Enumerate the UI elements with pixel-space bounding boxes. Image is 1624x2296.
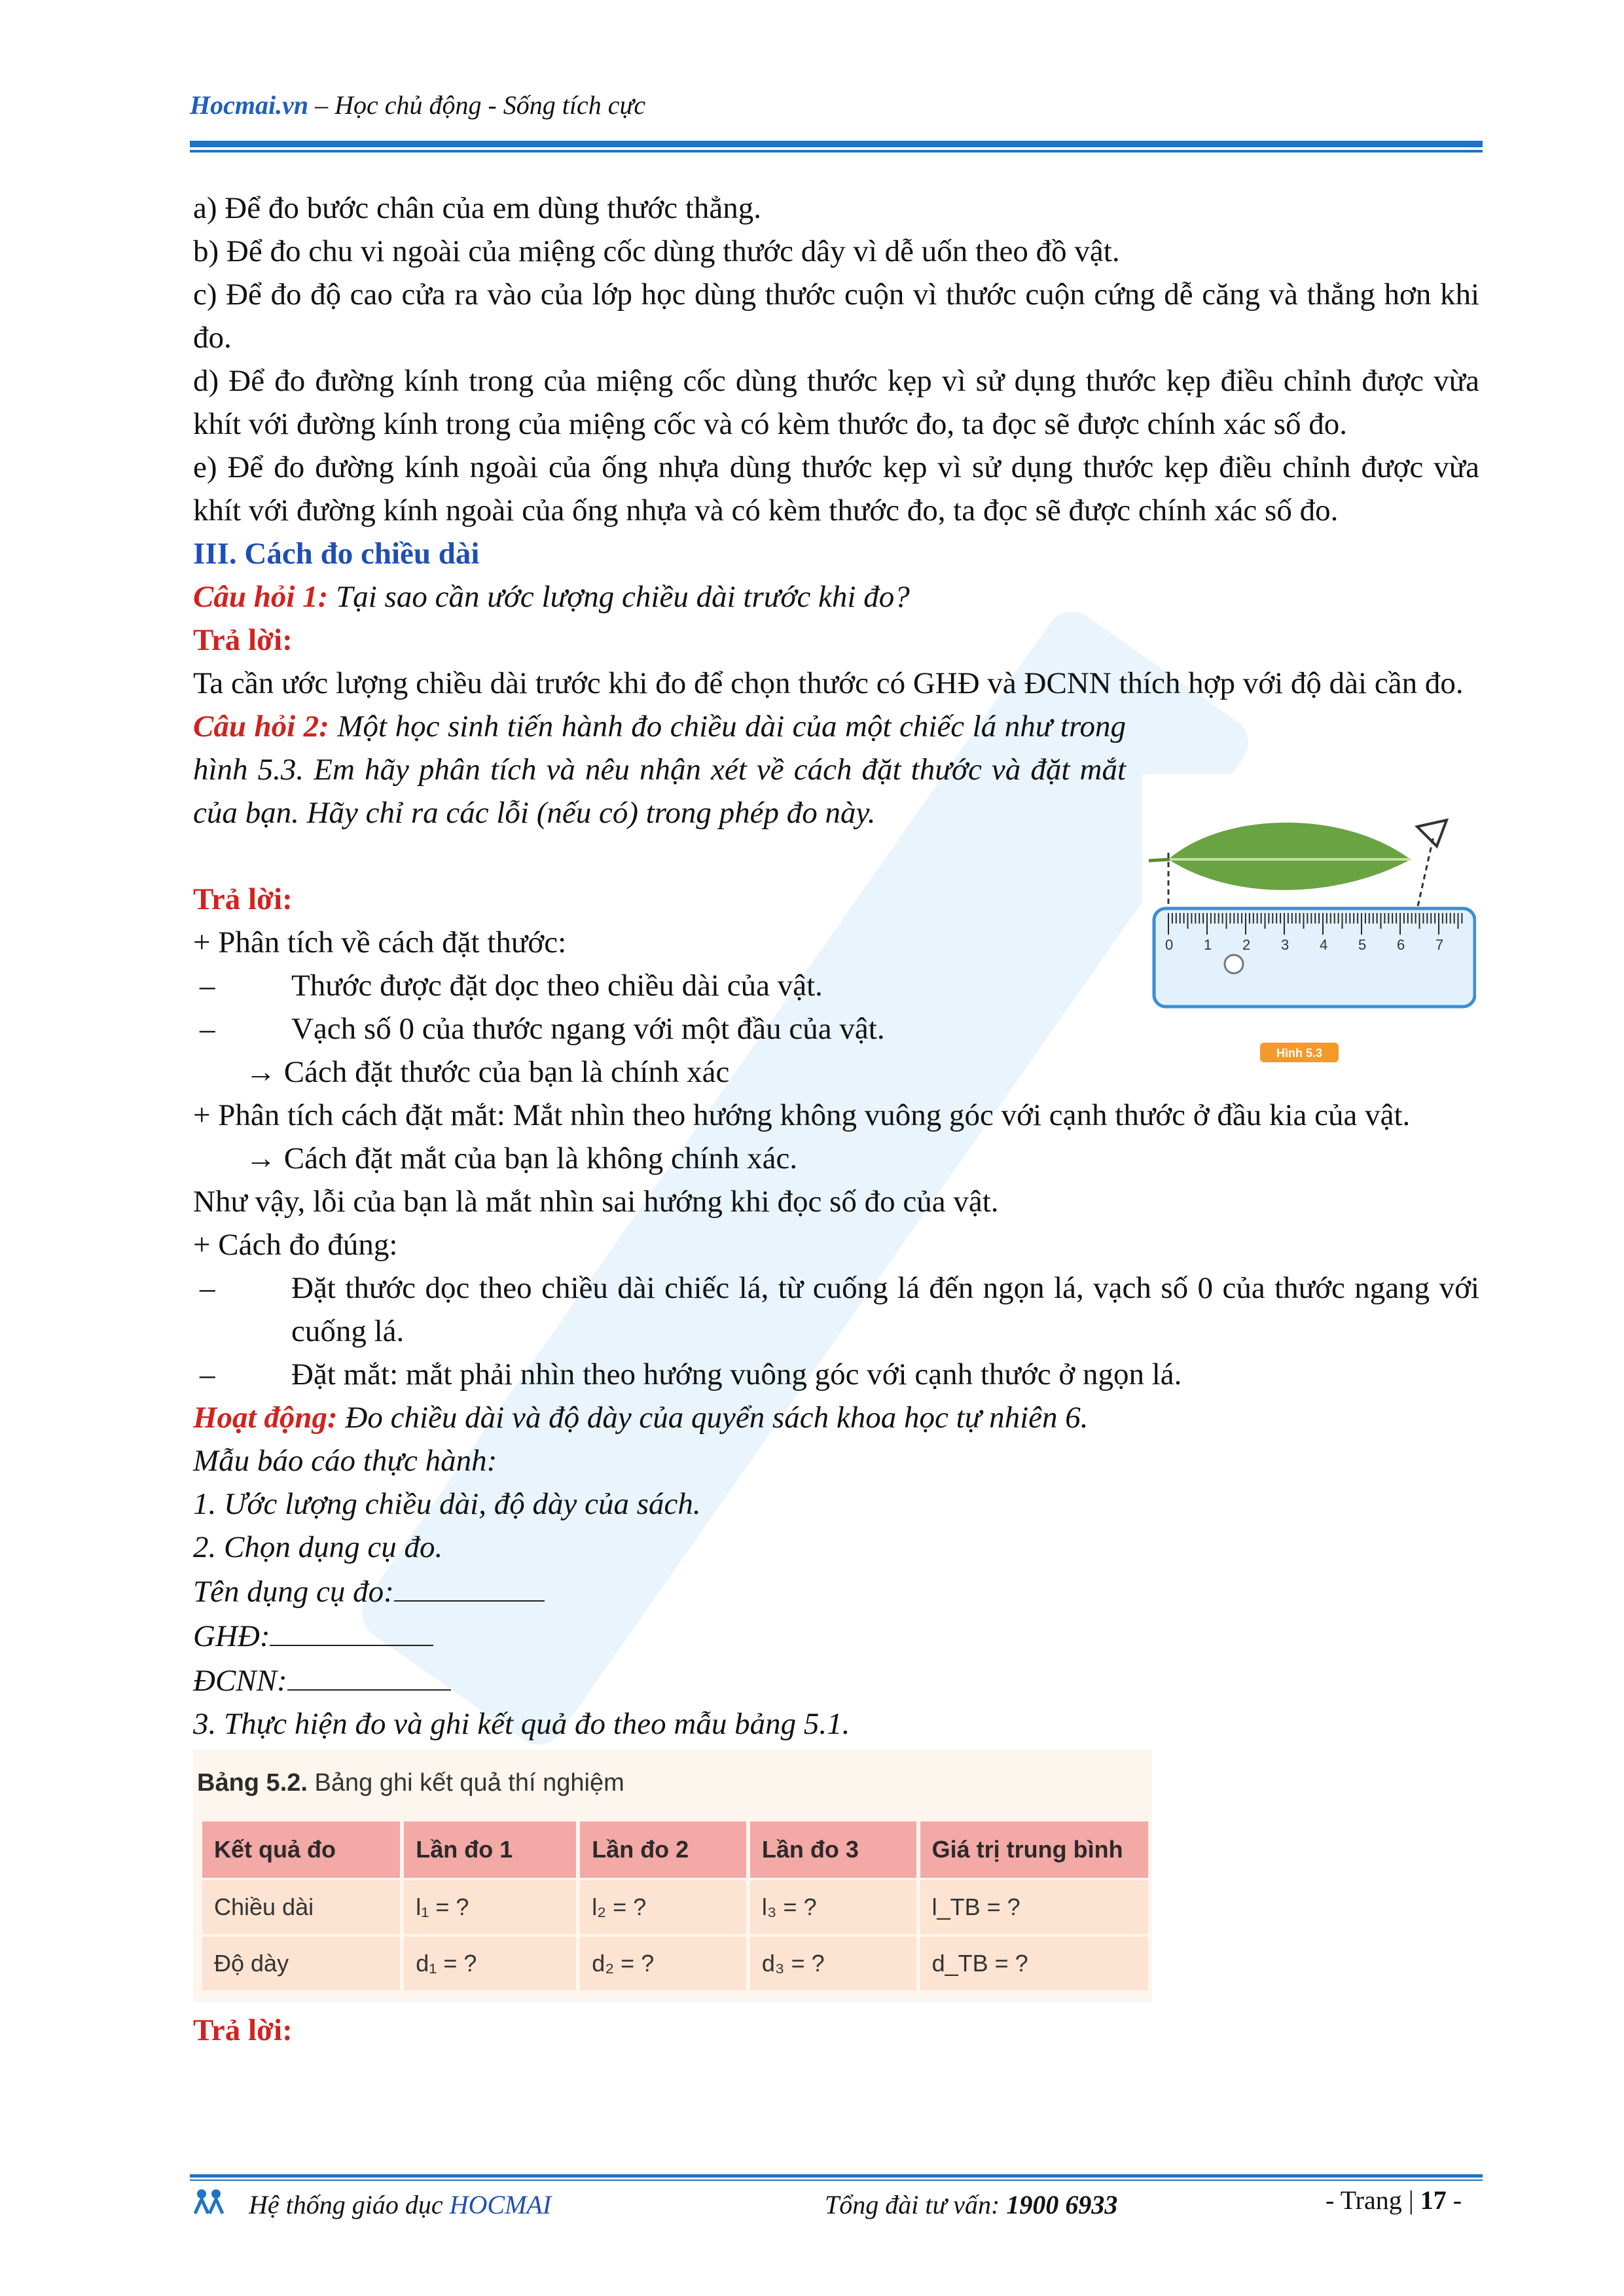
table-header: Giá trị trung bình: [920, 1821, 1148, 1878]
q1-answer: Ta cần ước lượng chiều dài trước khi đo để chọn thước có GHĐ và ĐCNN thích hợp với độ dài cần đo.: [193, 666, 1464, 700]
q2-label: Câu hỏi 2:: [193, 709, 329, 744]
activity-heading: [193, 1396, 1479, 1439]
q1-answer-label: Trả lời:: [193, 623, 293, 657]
q2-line-4: → Cách đặt thước của bạn là chính xác: [245, 1055, 730, 1089]
table-cell: l₁ = ?: [404, 1880, 576, 1934]
ruler-num-1: 1: [1204, 937, 1212, 953]
final-answer-label: Trả lời:: [193, 2013, 293, 2047]
ghd-blank[interactable]: [270, 1613, 433, 1646]
footer-page: - Trang | 17 -: [1326, 2185, 1462, 2215]
q2-line-6: → Cách đặt mắt của bạn là không chính xác.: [245, 1141, 798, 1175]
ruler-num-3: 3: [1281, 937, 1290, 953]
q2-answer-label: Trả lời:: [193, 882, 293, 916]
answer-a: a) Để đo bước chân của em dùng thước thẳng.: [193, 191, 762, 225]
activity-ghd: GHĐ:: [193, 1613, 1479, 1658]
q1-label: Câu hỏi 1:: [193, 580, 329, 614]
answer-b: b) Để đo chu vi ngoài của miệng cốc dùng thước dây vì dễ uốn theo đồ vật.: [193, 234, 1120, 268]
footer-brand[interactable]: HOCMAI: [449, 2190, 552, 2219]
q2-line-3: – Vạch số 0 của thước ngang với một đầu của vật.: [193, 1007, 1479, 1050]
figure-caption: Hình 5.3: [1276, 1047, 1323, 1060]
ruler-num-6: 6: [1397, 937, 1405, 953]
table-header: Lần đo 1: [404, 1821, 576, 1878]
activity-line-7: 3. Thực hiện đo và ghi kết quả đo theo mẫu bảng 5.1.: [193, 1707, 850, 1741]
footer-center: Tổng đài tư vấn: 1900 6933: [825, 2190, 1118, 2219]
activity-label: Hoạt động:: [193, 1401, 338, 1435]
answer-d: d) Để đo đường kính trong của miệng cốc dùng thước kẹp vì sử dụng thước kẹp điều chỉnh được vừa khít với đường kính trong của miệng cốc và có kèm thước đo, ta đọc sẽ được chính xác số đo.: [193, 364, 1479, 441]
section-heading: III. Cách đo chiều dài: [193, 537, 480, 571]
table-cell: Chiều dài: [202, 1880, 400, 1934]
ruler-num-0: 0: [1165, 937, 1174, 953]
header-tagline: – Học chủ động - Sống tích cực: [308, 90, 646, 120]
ruler-num-5: 5: [1358, 937, 1367, 953]
table-cell: d₃ = ?: [750, 1937, 916, 1990]
q2-line-10: – Đặt mắt: mắt phải nhìn theo hướng vuông góc với cạnh thước ở ngọn lá.: [193, 1353, 1479, 1396]
table-cell: l₂ = ?: [580, 1880, 746, 1934]
activity-text: Đo chiều dài và độ dày của quyển sách khoa học tự nhiên 6.: [337, 1401, 1089, 1435]
table-header: Lần đo 2: [580, 1821, 746, 1878]
table-header-row: [202, 1821, 1148, 1878]
activity-line-3: 2. Chọn dụng cụ đo.: [193, 1530, 443, 1564]
q2-line-1: + Phân tích về cách đặt thước:: [193, 925, 567, 960]
ruler-num-2: 2: [1242, 937, 1251, 953]
ruler-num-4: 4: [1320, 937, 1328, 953]
table-row: [202, 1937, 1148, 1990]
results-table-block: [193, 1749, 1152, 2002]
q2-line-9: – Đặt thước dọc theo chiều dài chiếc lá, từ cuống lá đến ngọn lá, vạch số 0 của thước ngang với cuống lá.: [193, 1266, 1479, 1353]
answer-c: c) Để đo độ cao cửa ra vào của lớp học dùng thước cuộn vì thước cuộn cứng dễ căng và thẳng hơn khi đo.: [193, 278, 1479, 355]
table-cell: l_TB = ?: [920, 1880, 1148, 1934]
dash-bullet: –: [200, 969, 215, 1003]
question-1: [193, 575, 1479, 619]
ruler-num-7: 7: [1435, 937, 1444, 953]
page-number: 17: [1420, 2185, 1447, 2215]
header-rule-thin: [190, 150, 1483, 152]
main-content: [193, 187, 1479, 2052]
answer-e: e) Để đo đường kính ngoài của ống nhựa dùng thước kẹp vì sử dụng thước kẹp điều chỉnh được vừa khít với đường kính ngoài của ống nhựa và có kèm thước đo, ta đọc sẽ được chính xác số đo.: [193, 450, 1479, 528]
table-header: Lần đo 3: [750, 1821, 916, 1878]
question-2: [193, 705, 1126, 834]
header-brand[interactable]: Hocmai.vn: [190, 90, 309, 120]
activity-tool-name: Tên dụng cụ đo:: [193, 1569, 1479, 1613]
q1-text: Tại sao cần ước lượng chiều dài trước khi đo?: [328, 580, 910, 614]
tool-name-blank[interactable]: [394, 1569, 545, 1602]
table-cell: d_TB = ?: [920, 1937, 1148, 1990]
dash-bullet: –: [200, 1271, 215, 1305]
dash-bullet: –: [200, 1357, 215, 1391]
table-cell: d₂ = ?: [580, 1937, 746, 1990]
page-header: [190, 90, 645, 120]
footer-rule-thin: [190, 2179, 1483, 2181]
footer-left: Hệ thống giáo dục HOCMAI: [249, 2190, 552, 2219]
q2-line-8: + Cách đo đúng:: [193, 1228, 398, 1262]
activity-dcnn: ĐCNN:: [193, 1658, 1479, 1702]
table-cell: Độ dày: [202, 1937, 400, 1990]
table-cell: l₃ = ?: [750, 1880, 916, 1934]
footer-phone[interactable]: 1900 6933: [1006, 2190, 1118, 2219]
q2-line-5: + Phân tích cách đặt mắt: Mắt nhìn theo hướng không vuông góc với cạnh thước ở đầu kia của vật.: [193, 1098, 1411, 1132]
q2-line-2: – Thước được đặt dọc theo chiều dài của vật.: [193, 964, 1479, 1007]
q2-line-7: Như vậy, lỗi của bạn là mắt nhìn sai hướng khi đọc số đo của vật.: [193, 1185, 999, 1219]
table-row: [202, 1880, 1148, 1934]
dash-bullet: –: [200, 1012, 215, 1046]
results-table: [198, 1819, 1152, 1993]
table-title: Bảng 5.2. Bảng ghi kết quả thí nghiệm: [197, 1769, 624, 1797]
activity-line-1: Mẫu báo cáo thực hành:: [193, 1444, 497, 1478]
q2-text: Một học sinh tiến hành đo chiều dài của một chiếc lá như trong hình 5.3. Em hãy phân tích và nêu nhận xét về cách đặt thước và đặt mắt của bạn. Hãy chỉ ra các lỗi (nếu có) trong phép đo này.: [193, 709, 1126, 830]
table-header: Kết quả đo: [202, 1821, 400, 1878]
header-rule: [190, 141, 1483, 147]
hocmai-logo-icon: [190, 2186, 229, 2219]
footer-rule: [190, 2174, 1483, 2178]
dcnn-blank[interactable]: [287, 1658, 451, 1691]
table-cell: d₁ = ?: [404, 1937, 576, 1990]
activity-line-2: 1. Ước lượng chiều dài, độ dày của sách.: [193, 1487, 701, 1521]
